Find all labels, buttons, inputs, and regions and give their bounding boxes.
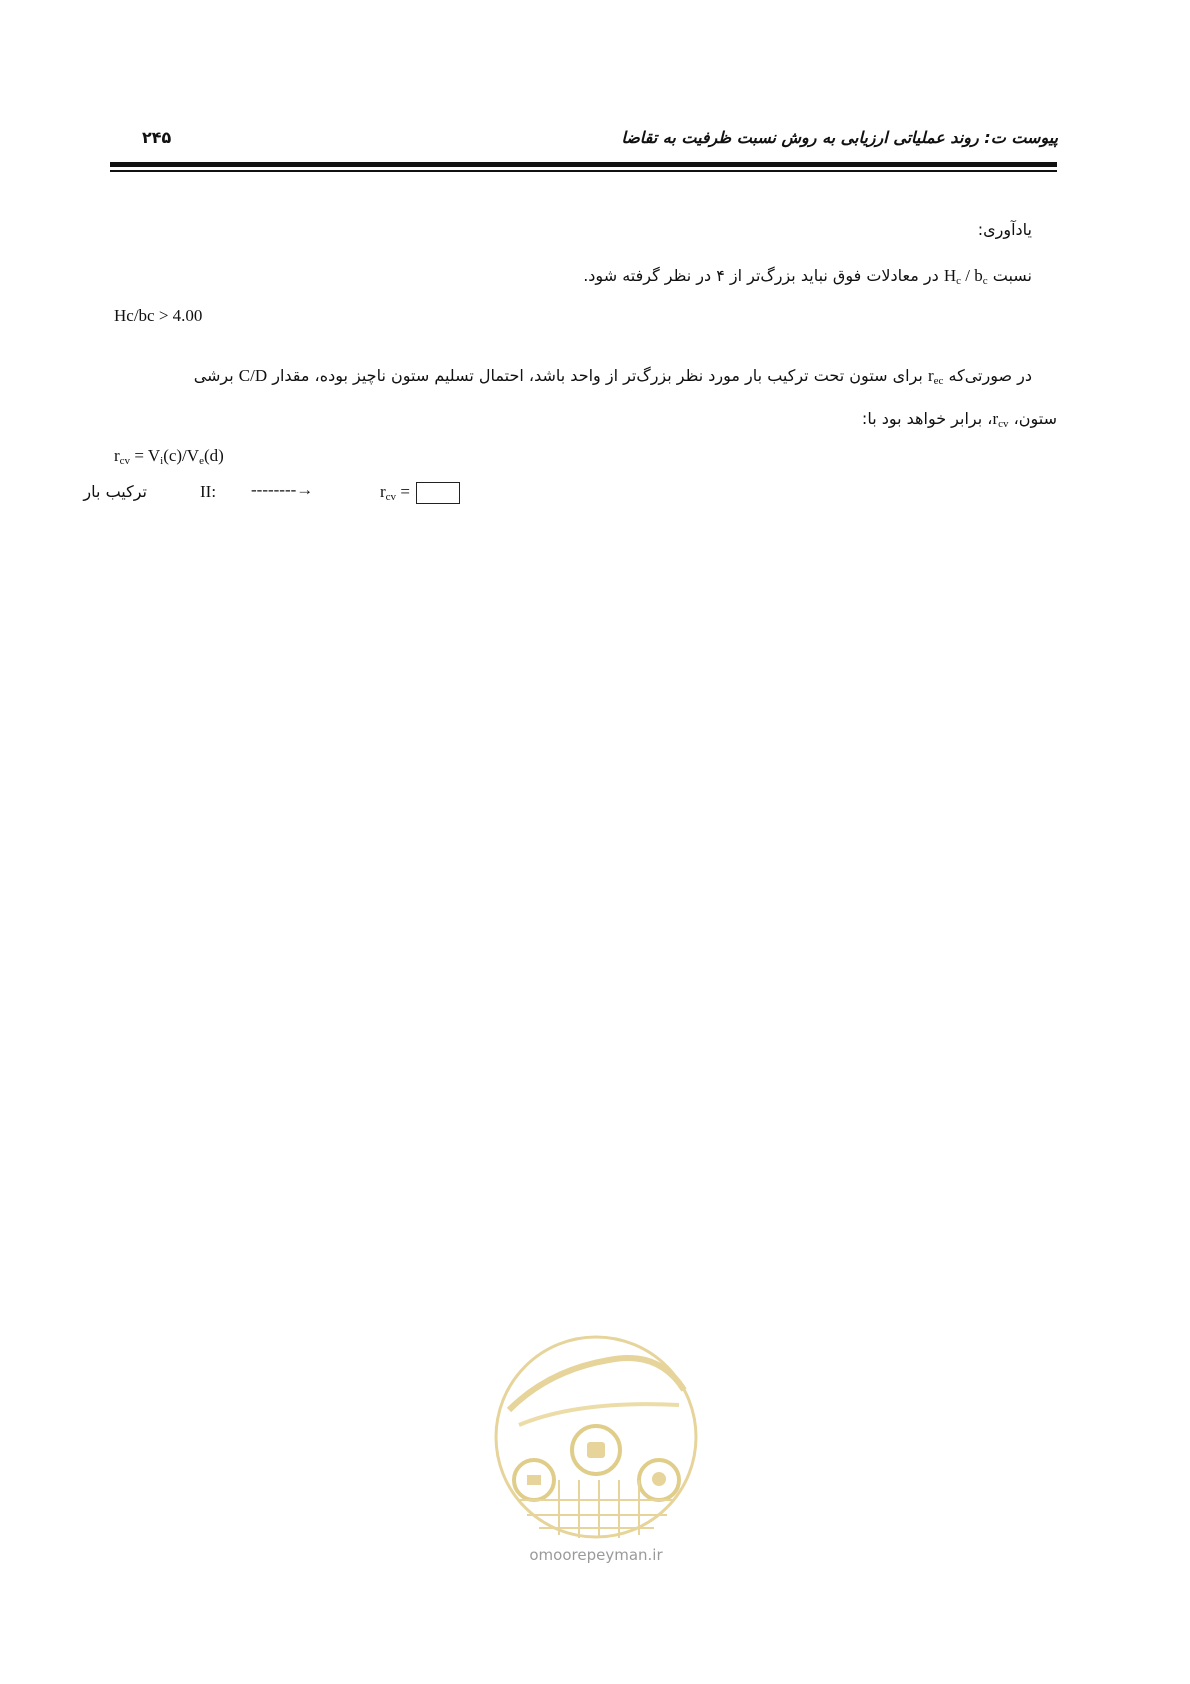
reminder-heading: یادآوری: [977,220,1032,239]
running-header-title: پیوست ت: روند عملیاتی ارزیابی به روش نسبت ظرفیت به تقاضا [621,128,1058,147]
reminder-line [583,266,1032,286]
rcv-formula: $r_{cv} = V_i(c)/V_e(d)$ [114,446,224,467]
reminder-suffix: در معادلات فوق نباید بزرگ‌تر از ۴ در نظر گرفته شود. [583,266,944,285]
header-rule-thick [110,162,1057,167]
r-cv-symbol: $r_{cv}$ [992,409,1009,430]
watermark-url: omoorepeyman.ir [529,1546,663,1564]
header-rule-thin [110,170,1057,172]
hc-bc-ratio: $H_c / b_c$ [943,266,988,287]
omoorepeyman-logo-icon [489,1330,703,1560]
reminder-prefix: نسبت [987,266,1032,285]
rcv-result: $r_{cv}$ = [380,482,460,504]
paragraph-line-1: در صورتی‌که $r_{ec}$ برای ستون تحت ترکیب بار مورد نظر بزرگ‌تر از واحد باشد، احتمال تسلیم ستون ناچیز بوده، مقدار C/D برشی [193,366,1032,387]
arrow-icon: --------→ [251,480,314,499]
cd-symbol: C/D [238,366,268,385]
r-ec-symbol: $r_{ec}$ [927,366,944,387]
hc-bc-check-value: Hc/bc > 4.00 [114,306,203,325]
load-combo-label: ترکیب بار [83,482,147,501]
load-combo-id: II: [200,482,217,501]
rcv-answer-box[interactable] [416,482,460,504]
page-number: ۲۴۵ [142,128,172,147]
paragraph-line-2: ستون، $r_{cv}،$ برابر خواهد بود با: [861,409,1057,430]
